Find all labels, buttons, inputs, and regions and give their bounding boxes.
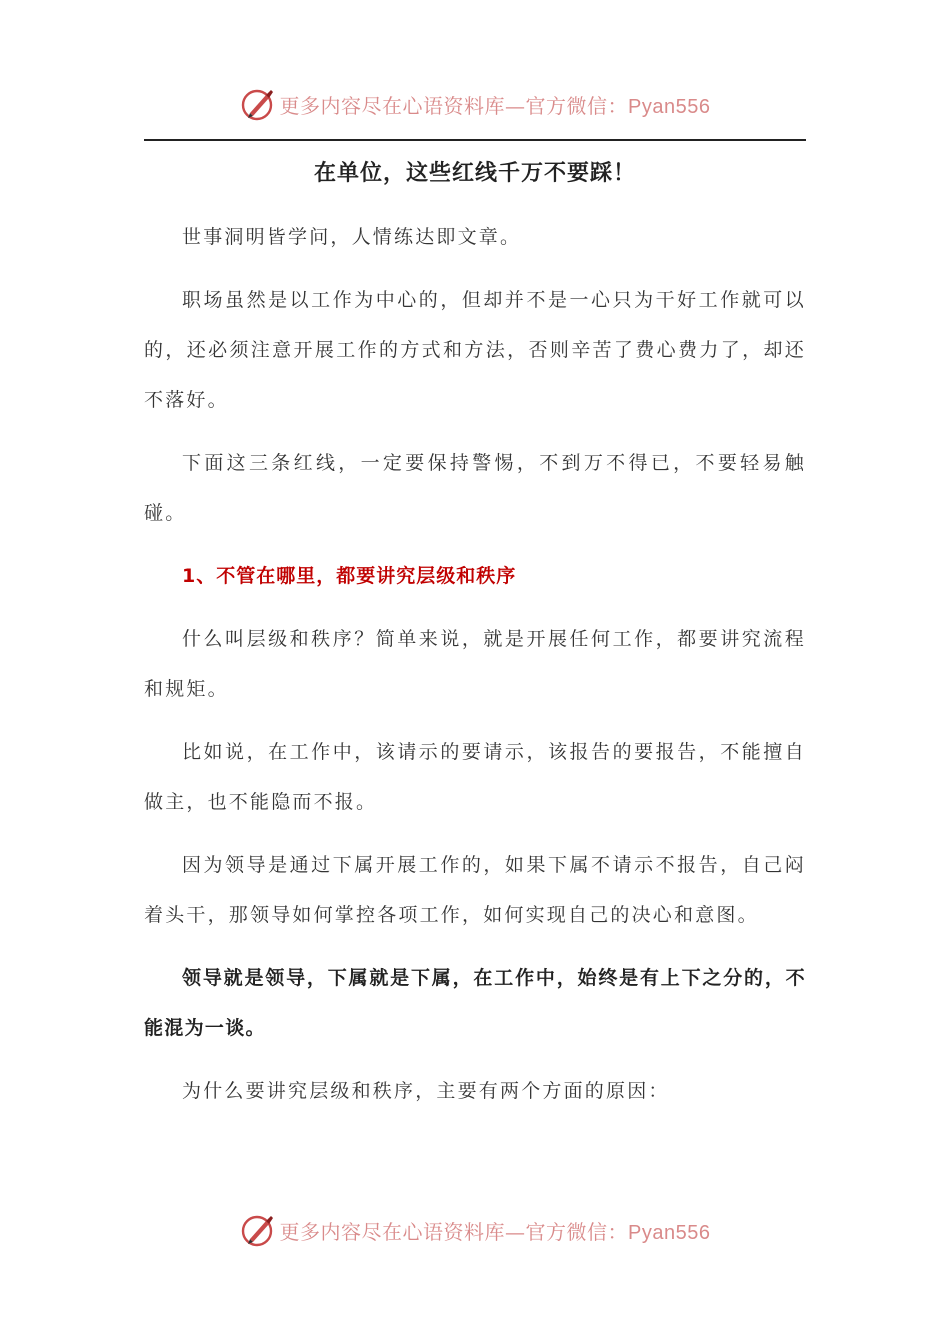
paragraph: 世事洞明皆学问，人情练达即文章。: [182, 226, 522, 248]
paragraph: 职场虽然是以工作为中心的，但却并不是一心只为干好工作就可以的，还必须注意开展工作的方式和方法，否则辛苦了费心费力了，却还不落好。: [144, 289, 806, 411]
paragraph: 比如说，在工作中，该请示的要请示，该报告的要报告，不能擅自做主，也不能隐而不报。: [144, 741, 806, 813]
section-heading: 1、不管在哪里，都要讲究层级和秩序: [182, 565, 517, 587]
footer-brand-wechat-id: Pyan556: [628, 1221, 711, 1244]
article-body: [144, 212, 806, 1129]
footer-brand: [0, 1210, 950, 1250]
quill-pen-logo-icon: [240, 1212, 276, 1248]
article-title: 在单位，这些红线千万不要踩！: [313, 161, 636, 186]
header-brand-wechat-id: Pyan556: [628, 95, 711, 118]
quill-pen-logo-icon: [240, 86, 276, 122]
paragraph: 什么叫层级和秩序？简单来说，就是开展任何工作，都要讲究流程和规矩。: [144, 628, 806, 700]
paragraph: 因为领导是通过下属开展工作的，如果下属不请示不报告，自己闷着头干，那领导如何掌控各项工作，如何实现自己的决心和意图。: [144, 854, 806, 926]
paragraph: 为什么要讲究层级和秩序，主要有两个方面的原因：: [182, 1080, 670, 1102]
paragraph: 下面这三条红线，一定要保持警惕，不到万不得已，不要轻易触碰。: [144, 452, 806, 524]
header-brand-cn: 更多内容尽在心语资料库—官方微信：: [279, 93, 629, 118]
header-brand-text: [280, 90, 711, 119]
header-divider: [144, 139, 806, 141]
emphasis-paragraph: 领导就是领导，下属就是下属，在工作中，始终是有上下之分的，不能混为一谈。: [144, 967, 806, 1039]
footer-brand-cn: 更多内容尽在心语资料库—官方微信：: [279, 1219, 629, 1244]
header-brand: [0, 84, 950, 124]
footer-brand-text: [280, 1216, 711, 1245]
